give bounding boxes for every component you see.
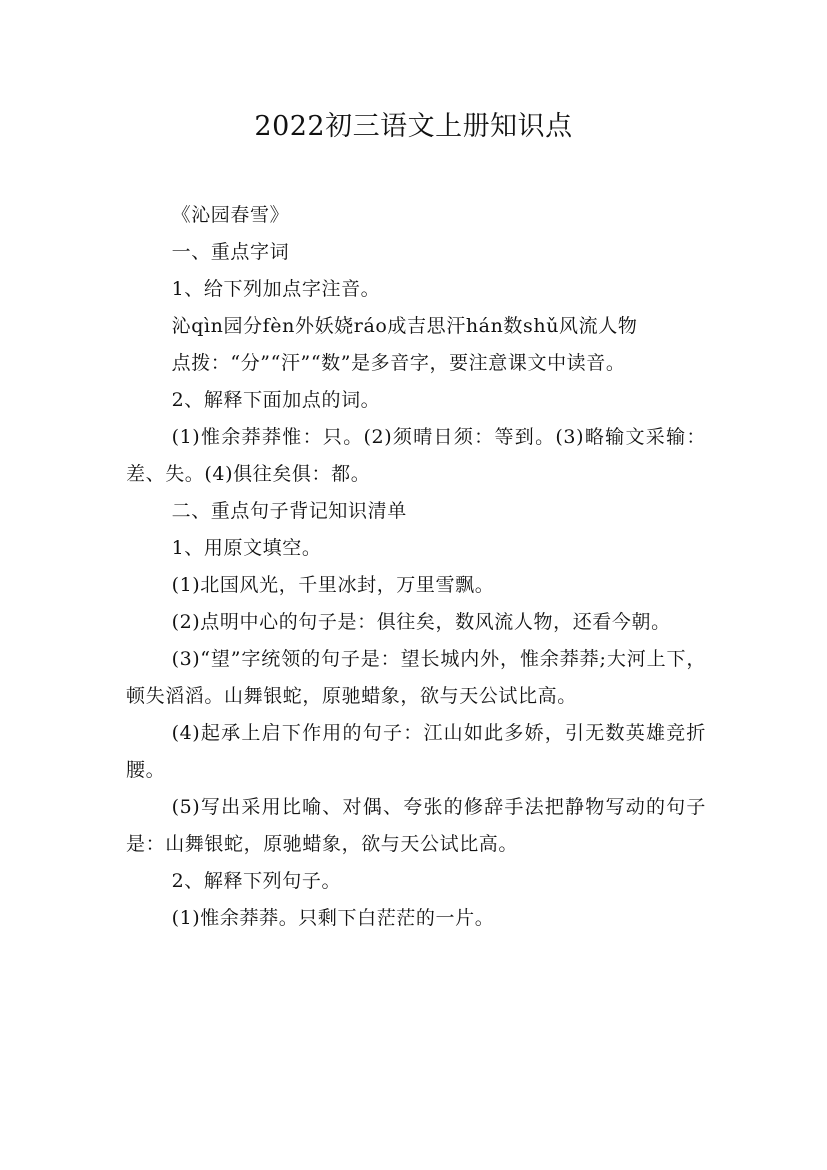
paragraph: (2)点明中心的句子是：俱往矣，数风流人物，还看今朝。 xyxy=(171,611,671,633)
paragraph: (1)惟余莽莽。只剩下白茫茫的一片。 xyxy=(171,907,495,929)
paragraph: 2、解释下面加点的词。 xyxy=(171,389,381,411)
paragraph-section-heading: 二、重点句子背记知识清单 xyxy=(171,500,407,522)
paragraph: 1、给下列加点字注音。 xyxy=(171,278,381,300)
paragraph: (5)写出采用比喻、对偶、夸张的修辞手法把静物写动的句子是：山舞银蛇，原驰蜡象，欲与天公试比高。 xyxy=(126,796,706,855)
paragraph: 2、解释下列句子。 xyxy=(171,870,342,892)
paragraph-poem-title: 《沁园春雪》 xyxy=(171,204,290,226)
paragraph: (3)“望”字统领的句子是：望长城内外，惟余莽莽;大河上下，顿失滔滔。山舞银蛇，原驰蜡象，欲与天公试比高。 xyxy=(126,648,706,707)
paragraph: (1)北国风光，千里冰封，万里雪飘。 xyxy=(171,574,495,596)
paragraph: 点拨：“分”“汗”“数”是多音字，要注意课文中读音。 xyxy=(171,352,626,374)
document-body xyxy=(126,197,706,937)
paragraph: (1)惟余莽莽惟：只。(2)须晴日须：等到。(3)略输文采输：差、失。(4)俱往矣俱：都。 xyxy=(126,426,706,485)
document-title: 2022初三语文上册知识点 xyxy=(254,111,573,142)
paragraph: 1、用原文填空。 xyxy=(171,537,322,559)
paragraph-section-heading: 一、重点字词 xyxy=(171,241,290,263)
paragraph: (4)起承上启下作用的句子：江山如此多娇，引无数英雄竞折腰。 xyxy=(126,722,706,781)
paragraph: 沁qìn园分fèn外妖娆ráo成吉思汗hán数shǔ风流人物 xyxy=(171,315,638,337)
